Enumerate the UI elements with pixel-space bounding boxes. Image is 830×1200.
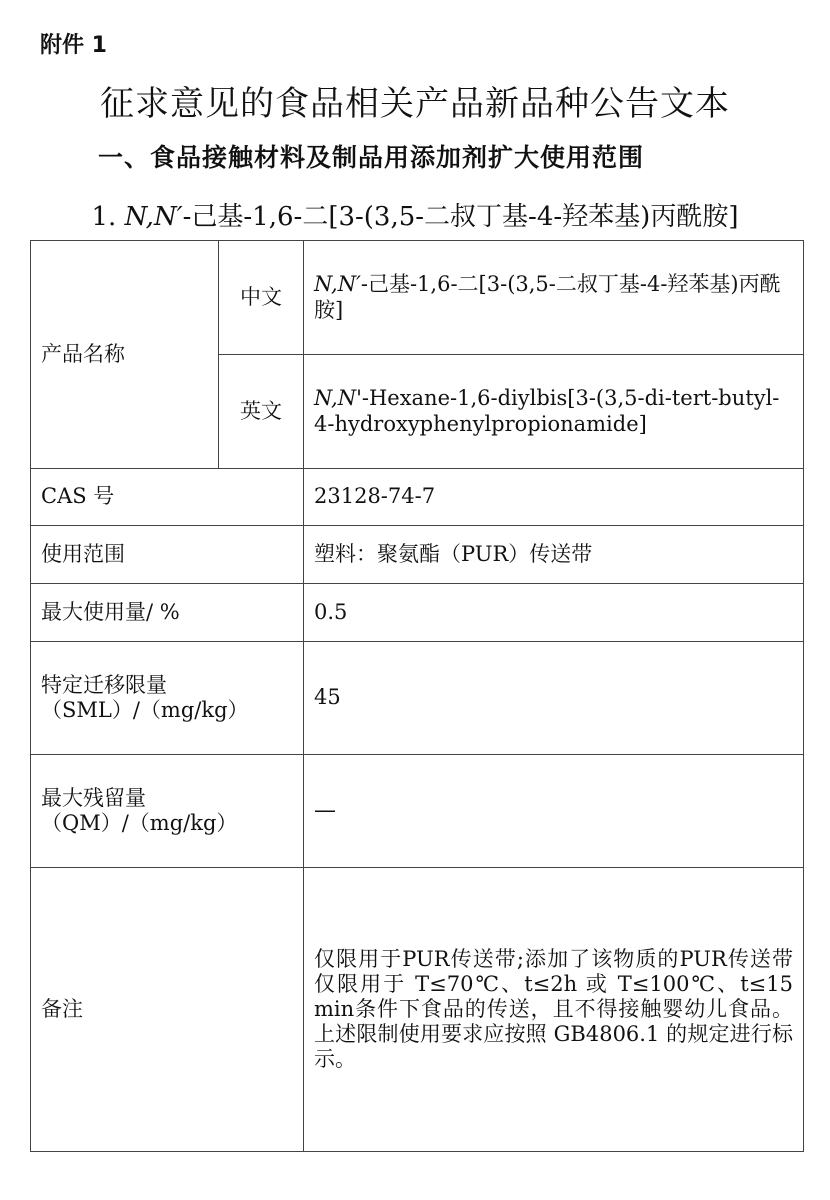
document-title: 征求意见的食品相关产品新品种公告文本 xyxy=(100,84,730,124)
sml-label-line2: （SML）/（mg/kg） xyxy=(41,698,249,722)
sml-value: 45 xyxy=(304,642,804,755)
sml-label xyxy=(31,642,304,755)
english-name-italic: N,N' xyxy=(314,386,362,411)
chinese-label: 中文 xyxy=(219,241,304,355)
qm-value: — xyxy=(304,755,804,868)
item-number: 1. xyxy=(91,202,117,232)
sml-label-line1: 特定迁移限量 xyxy=(41,672,167,697)
qm-label-line1: 最大残留量 xyxy=(41,785,146,810)
item-name-rest: -己基-1,6-二[3-(3,5-二叔丁基-4-羟苯基)丙酰胺] xyxy=(182,202,739,232)
max-use-label: 最大使用量/ % xyxy=(31,584,304,642)
chinese-name-cell xyxy=(304,241,804,355)
english-label: 英文 xyxy=(219,355,304,469)
product-spec-table xyxy=(30,240,804,1152)
qm-label-line2: （QM）/（mg/kg） xyxy=(41,811,238,835)
remarks-value: 仅限用于PUR传送带;添加了该物质的PUR传送带仅限用于 T≤70℃、t≤2h 或 T≤100℃、t≤15 min条件下食品的传送，且不得接触婴幼儿食品。上述限制使用要求应按照 GB4806.1 的规定进行标示。 xyxy=(304,868,804,1152)
item-name-italic: N,N′ xyxy=(124,202,183,232)
qm-label xyxy=(31,755,304,868)
cas-value: 23128-74-7 xyxy=(304,469,804,526)
scope-value: 塑料：聚氨酯（PUR）传送带 xyxy=(304,526,804,584)
max-use-value: 0.5 xyxy=(304,584,804,642)
cas-label: CAS 号 xyxy=(31,469,304,526)
section-heading: 一、食品接触材料及制品用添加剂扩大使用范围 xyxy=(98,143,645,172)
english-name-cell xyxy=(304,355,804,469)
attachment-label: 附件 1 xyxy=(40,33,107,58)
remarks-label: 备注 xyxy=(31,868,304,1152)
product-name-label: 产品名称 xyxy=(31,241,219,469)
chinese-name-italic: N,N′ xyxy=(314,272,361,297)
scope-label: 使用范围 xyxy=(31,526,304,584)
english-name-rest: -Hexane-1,6-diylbis[3-(3,5-di-tert-butyl-4-hydroxyphenylpropionamide] xyxy=(314,386,780,436)
item-heading xyxy=(0,196,830,233)
chinese-name-rest: -己基-1,6-二[3-(3,5-二叔丁基-4-羟苯基)丙酰胺] xyxy=(314,272,781,322)
